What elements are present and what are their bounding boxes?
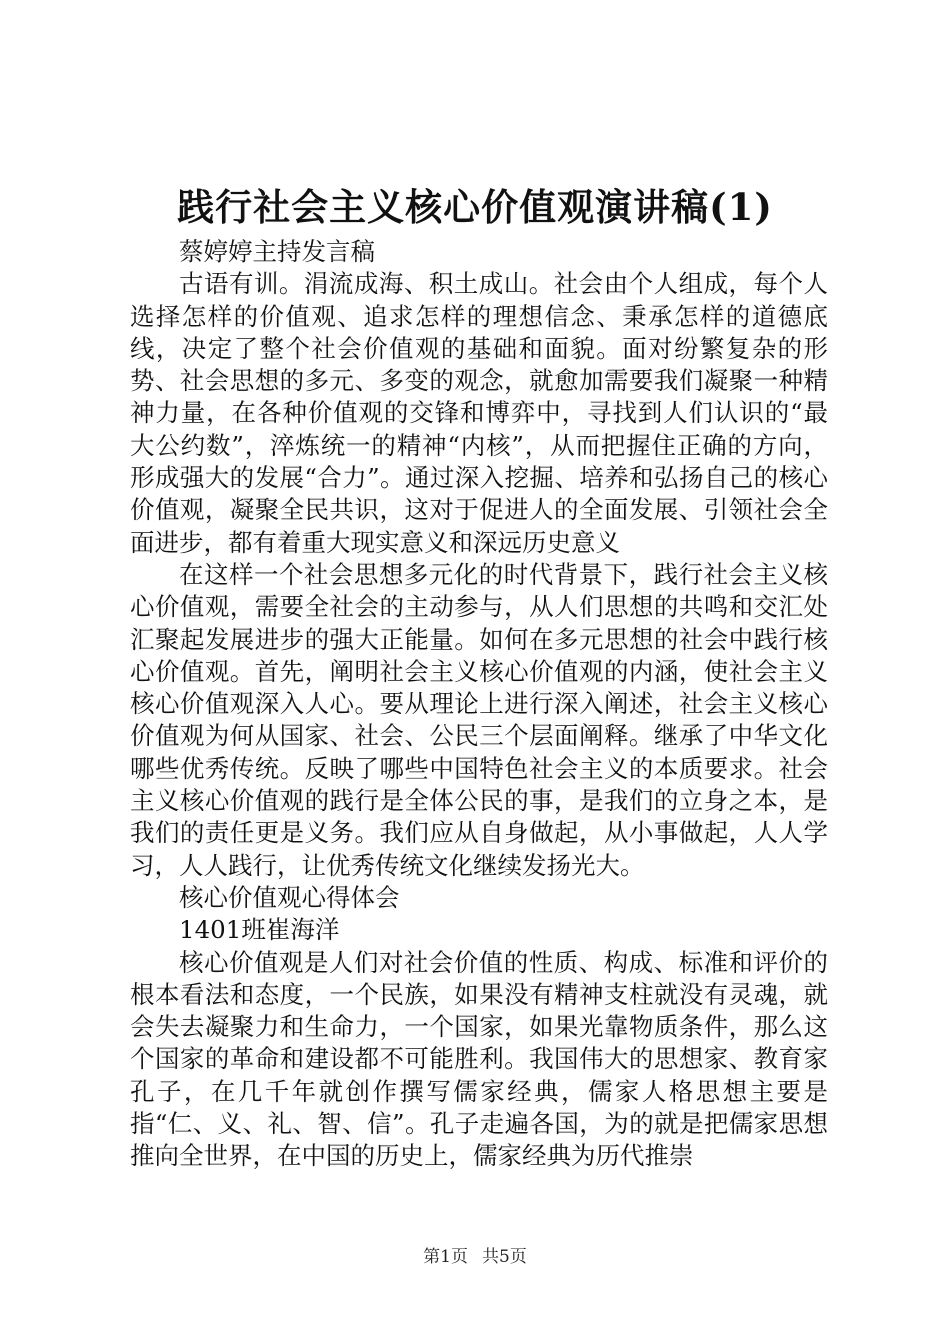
paragraph-intro: 古语有训。涓流成海、积土成山。社会由个人组成，每个人选择怎样的价值观、追求怎样的理想信念、秉承怎样的道德底线，决定了整个社会价值观的基础和面貌。面对纷繁复杂的形势、社会思想的多元、多变的观念，就愈加需要我们凝聚一种精神力量，在各种价值观的交锋和博弈中，寻找到人们认识的“最大公约数”，淬炼统一的精神“内核”，从而把握住正确的方向，形成强大的发展“合力”。通过深入挖掘、培养和弘扬自己的核心价值观，凝聚全民共识，这对于促进人的全面发展、引领社会全面进步，都有着重大现实意义和深远历史意义 <box>130 269 828 557</box>
paragraph-section-title: 核心价值观心得体会 <box>179 882 400 912</box>
page-total: 共5页 <box>482 1247 527 1267</box>
document-body <box>130 236 828 1173</box>
page-footer <box>0 1246 950 1268</box>
document-title: 践行社会主义核心价值观演讲稿(1) <box>177 185 773 229</box>
paragraph-author: 1401班崔海洋 <box>179 915 340 945</box>
page-number: 第1页 <box>423 1247 468 1267</box>
paragraph-practice: 在这样一个社会思想多元化的时代背景下，践行社会主义核心价值观，需要全社会的主动参与，从人们思想的共鸣和交汇处汇聚起发展进步的强大正能量。如何在多元思想的社会中践行核心价值观。首先，阐明社会主义核心价值观的内涵，使社会主义核心价值观深入人心。要从理论上进行深入阐述，社会主义核心价值观为何从国家、社会、公民三个层面阐释。继承了中华文化哪些优秀传统。反映了哪些中国特色社会主义的本质要求。社会主义核心价值观的践行是全体公民的事，是我们的立身之本，是我们的责任更是义务。我们应从自身做起，从小事做起，人人学习，人人践行，让优秀传统文化继续发扬光大。 <box>130 559 828 880</box>
paragraph-core-values: 核心价值观是人们对社会价值的性质、构成、标准和评价的根本看法和态度，一个民族，如果没有精神支柱就没有灵魂，就会失去凝聚力和生命力，一个国家，如果光靠物质条件，那么这个国家的革命和建设都不可能胜利。我国伟大的思想家、教育家孔子，在几千年就创作撰写儒家经典，儒家人格思想主要是指“仁、义、礼、智、信”。孔子走遍各国，为的就是把儒家思想推向全世界，在中国的历史上，儒家经典为历代推崇 <box>130 947 828 1171</box>
paragraph-host-title: 蔡婷婷主持发言稿 <box>179 237 375 266</box>
